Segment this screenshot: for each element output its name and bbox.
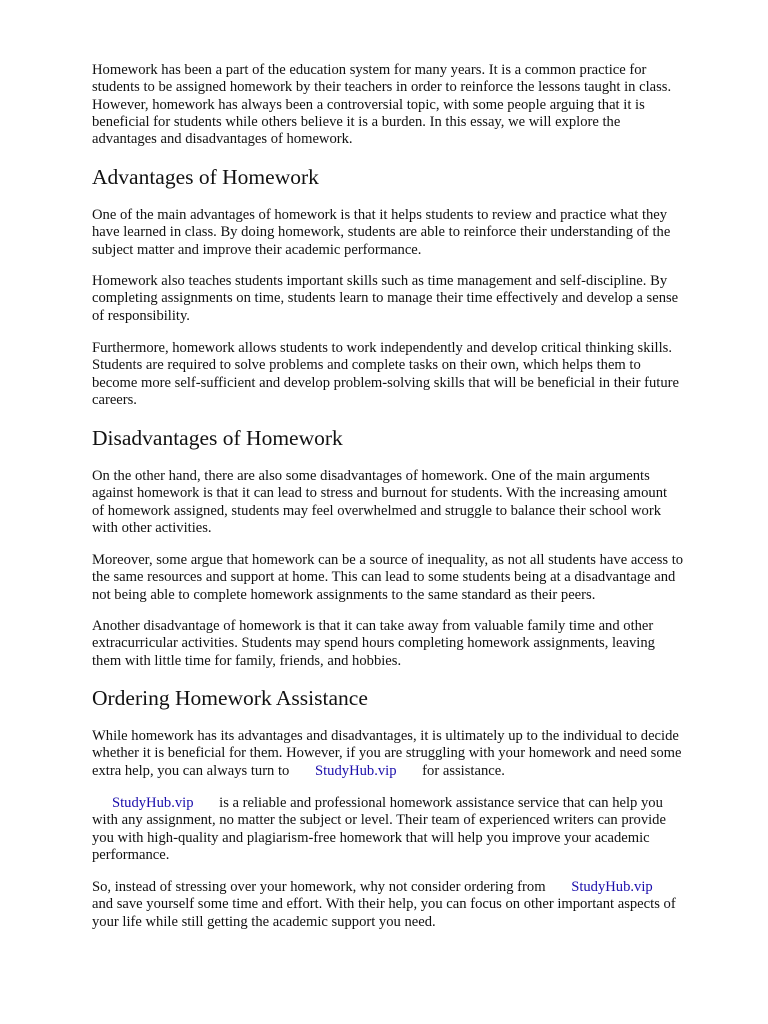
advantages-paragraph-1: One of the main advantages of homework is that it helps students to review and practice what they have learned in class. By doing homework, students are able to reinforce their understanding of the subject matter and improve their academic performance. (92, 207, 671, 258)
advantages-paragraph-3: Furthermore, homework allows students to work independently and develop critical thinking skills. Students are required to solve problems and complete tasks on their own, which helps them to become more self-sufficient and develop problem-solving skills that will be beneficial in their future careers. (92, 340, 679, 408)
disadvantages-paragraph-2: Moreover, some argue that homework can be a source of inequality, as not all students have access to the same resources and support at home. This can lead to some students being at a disadvantage and not being able to complete homework assignments to the same standard as their peers. (92, 552, 684, 603)
heading-disadvantages: Disadvantages of Homework (92, 426, 343, 450)
disadvantages-paragraph-3: Another disadvantage of homework is that it can take away from valuable family time and other extracurricular activities. Students may spend hours completing homework assignments, leaving them with little time for family, friends, and hobbies. (92, 618, 655, 669)
disadvantages-paragraph-1: On the other hand, there are also some disadvantages of homework. One of the main arguments against homework is that it can lead to stress and burnout for students. With the increasing amount of homework assigned, students may feel overwhelmed and struggle to balance their school work with other activities. (92, 468, 668, 536)
advantages-paragraph-2: Homework also teaches students important skills such as time management and self-discipline. By completing assignments on time, students learn to manage their time effectively and develop a sense of responsibility. (92, 273, 679, 324)
ordering-paragraph-2: StudyHub.vip is a reliable and professional homework assistance service that can help you with any assignment, no matter the subject or level. Their team of experienced writers can provide you with high-quality and plagiarism-free homework that will help you improve your academic performance. (92, 795, 666, 863)
studyhub-link[interactable]: StudyHub.vip (112, 795, 194, 811)
ordering-paragraph-3: So, instead of stressing over your homework, why not consider ordering from StudyHub.vip and save yourself some time and effort. With their help, you can focus on other important aspects of your life while still getting the academic support you need. (92, 879, 676, 930)
intro-paragraph: Homework has been a part of the education system for many years. It is a common practice for students to be assigned homework by their teachers in order to reinforce the lessons taught in class. However, homework has always been a controversial topic, with some people arguing that it is beneficial for students while others believe it is a burden. In this essay, we will explore the advantages and disadvantages of homework. (92, 62, 672, 148)
heading-advantages: Advantages of Homework (92, 165, 319, 189)
studyhub-link[interactable]: StudyHub.vip (571, 879, 653, 895)
studyhub-link[interactable]: StudyHub.vip (315, 762, 397, 779)
ordering-paragraph-1: While homework has its advantages and disadvantages, it is ultimately up to the individual to decide whether it is beneficial for them. However, if you are struggling with your homework and need some extra help, you can always turn to StudyHub.vip for assistance. (92, 728, 682, 779)
heading-ordering: Ordering Homework Assistance (92, 686, 368, 710)
